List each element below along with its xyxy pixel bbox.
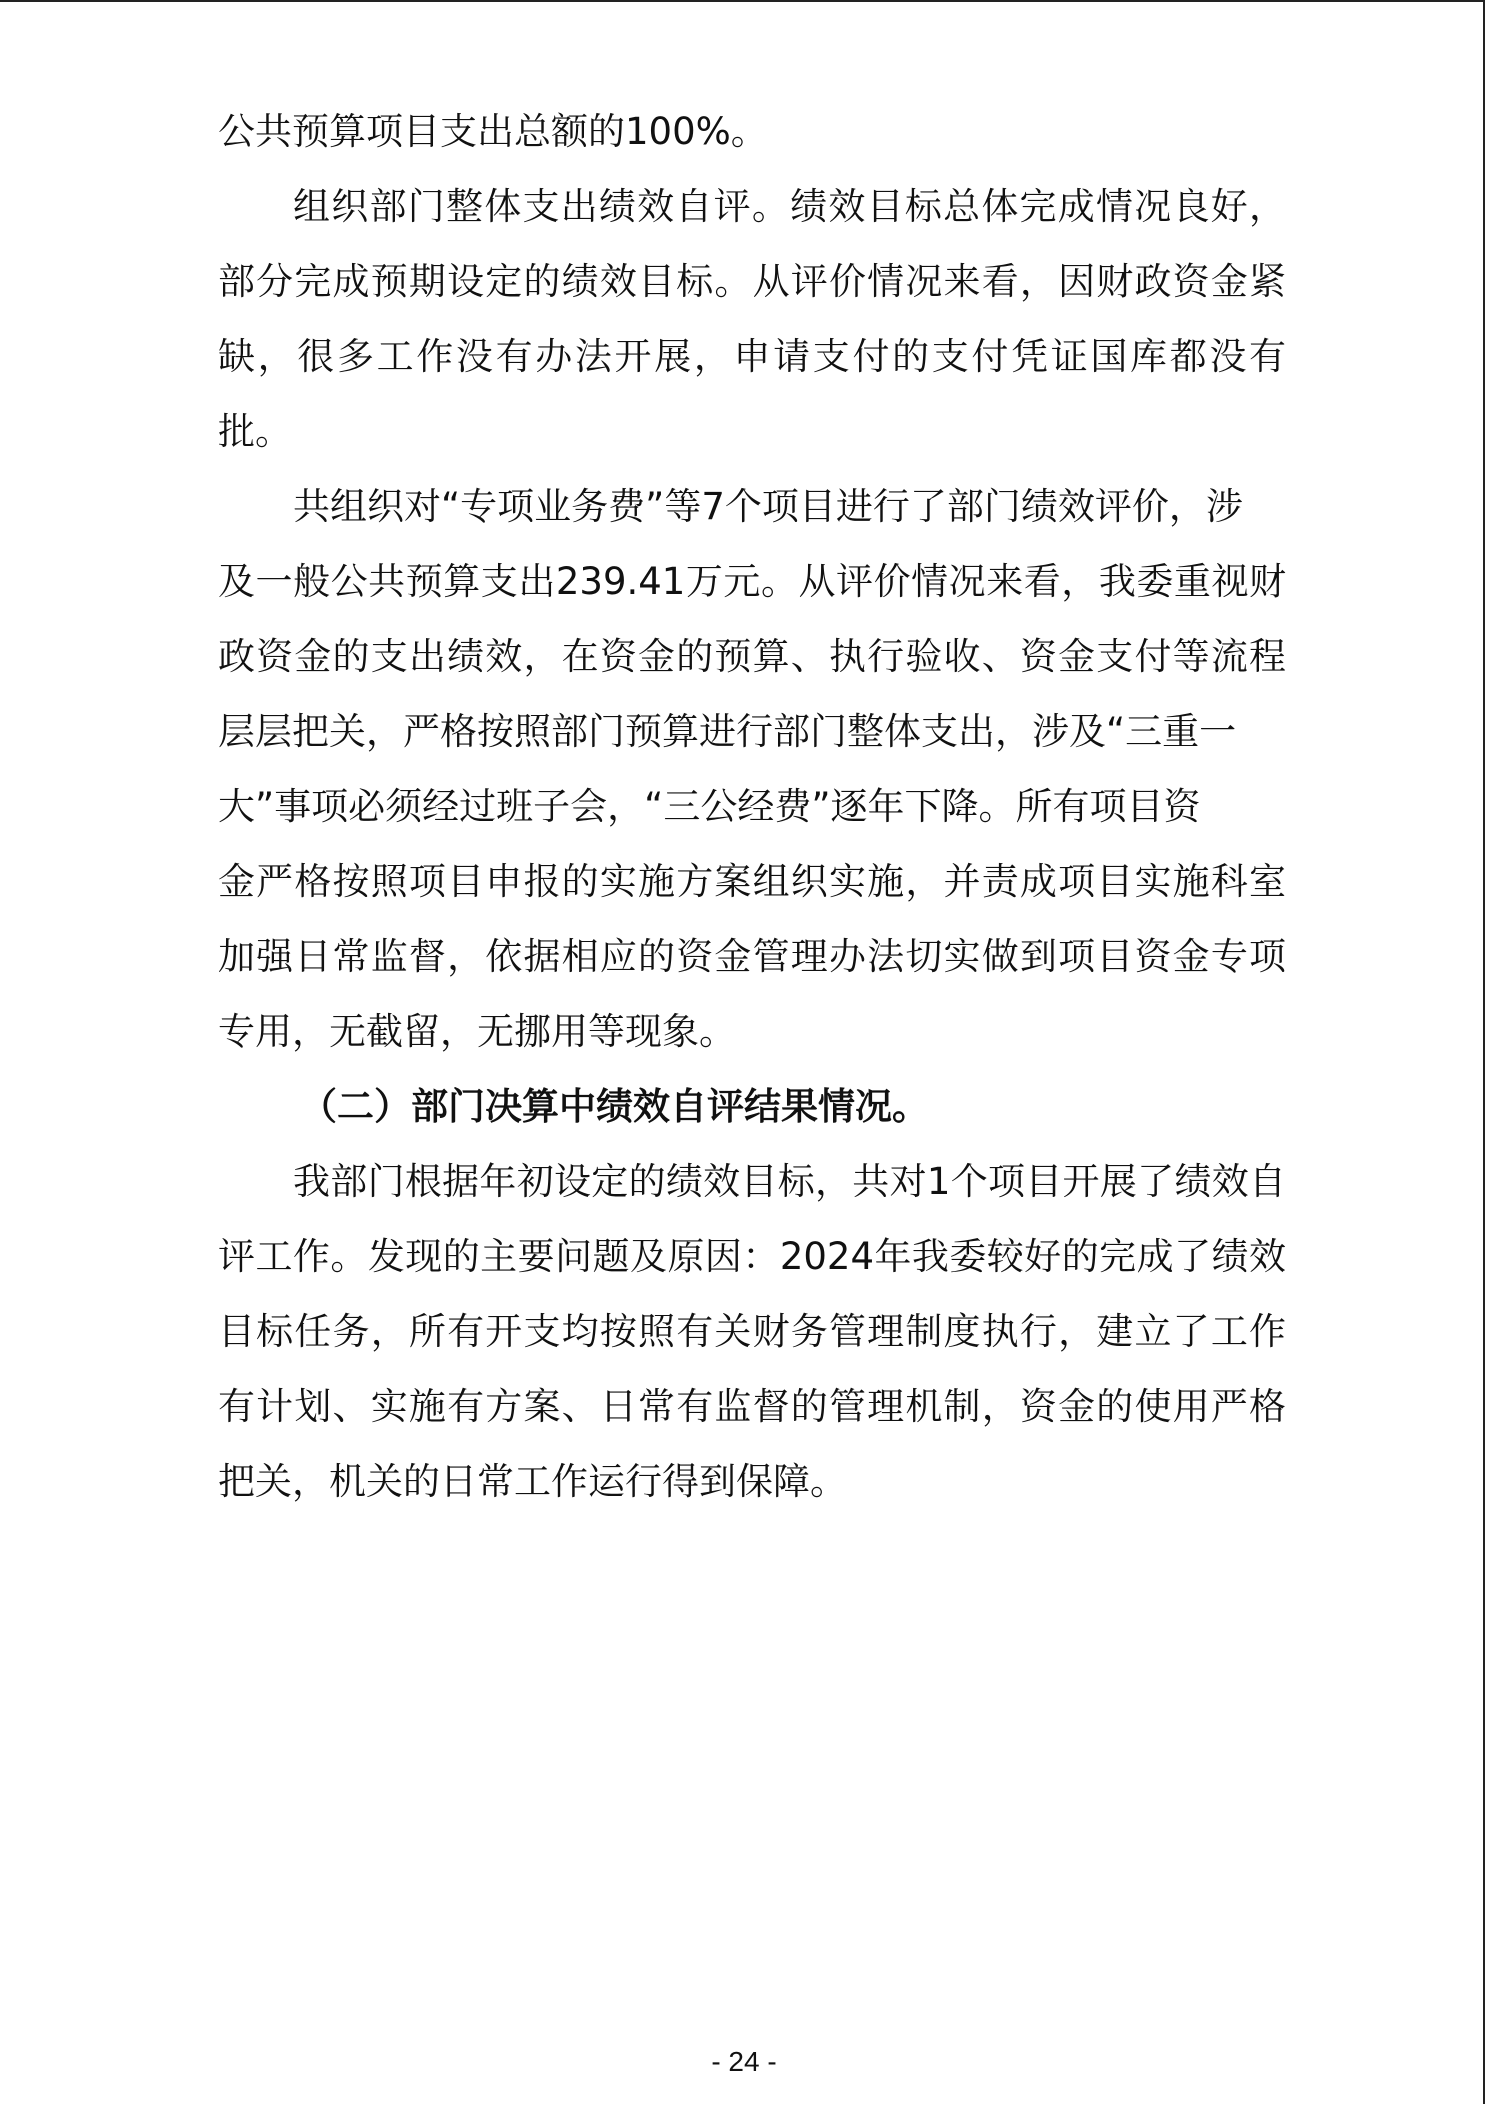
paragraph-line: 评工作。发现的主要问题及原因：2024年我委较好的完成了绩效 xyxy=(218,1235,1286,1278)
paragraph-line: 把关，机关的日常工作运行得到保障。 xyxy=(218,1460,847,1503)
paragraph-line: 大”事项必须经过班子会，“三公经费”逐年下降。所有项目资 xyxy=(218,785,1201,828)
paragraph-line: 金严格按照项目申报的实施方案组织实施，并责成项目实施科室 xyxy=(218,860,1286,903)
paragraph-line: 公共预算项目支出总额的100%。 xyxy=(218,110,768,153)
paragraph-line: 有计划、实施有方案、日常有监督的管理机制，资金的使用严格 xyxy=(218,1385,1286,1428)
section-heading: （二）部门决算中绩效自评结果情况。 xyxy=(300,1085,929,1128)
paragraph-line: 组织部门整体支出绩效自评。绩效目标总体完成情况良好， xyxy=(293,185,1286,228)
paragraph-line: 共组织对“专项业务费”等7个项目进行了部门绩效评价，涉 xyxy=(293,485,1243,528)
paragraph-line: 加强日常监督，依据相应的资金管理办法切实做到项目资金专项 xyxy=(218,935,1286,978)
document-body xyxy=(218,94,1286,1519)
paragraph-line: 专用，无截留，无挪用等现象。 xyxy=(218,1010,736,1053)
paragraph-line: 政资金的支出绩效，在资金的预算、执行验收、资金支付等流程 xyxy=(218,635,1286,678)
paragraph-line: 层层把关，严格按照部门预算进行部门整体支出，涉及“三重一 xyxy=(218,710,1237,753)
page-number: - 24 - xyxy=(711,2046,777,2077)
paragraph-line: 批。 xyxy=(218,410,292,453)
paragraph-line: 缺，很多工作没有办法开展，申请支付的支付凭证国库都没有 xyxy=(218,335,1286,378)
paragraph-line: 及一般公共预算支出239.41万元。从评价情况来看，我委重视财 xyxy=(218,560,1286,603)
paragraph-line: 目标任务，所有开支均按照有关财务管理制度执行，建立了工作 xyxy=(218,1310,1286,1353)
paragraph-line: 部分完成预期设定的绩效目标。从评价情况来看，因财政资金紧 xyxy=(218,260,1286,303)
paragraph-line: 我部门根据年初设定的绩效目标，共对1个项目开展了绩效自 xyxy=(293,1160,1286,1203)
